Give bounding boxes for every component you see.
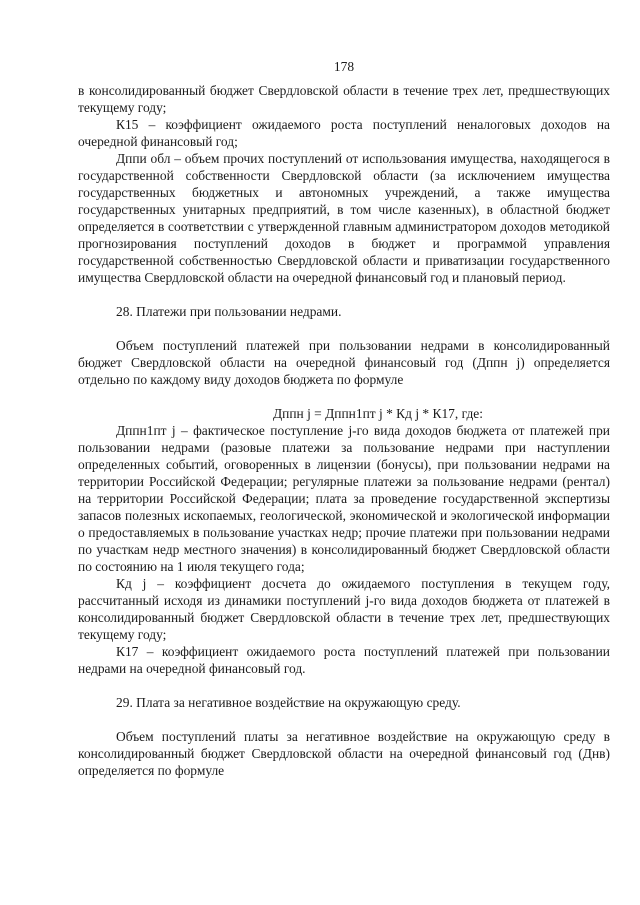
section-heading-29: 29. Плата за негативное воздействие на окружающую среду. — [116, 695, 461, 710]
paragraph-k15-definition: К15 – коэффициент ожидаемого роста поступлений неналоговых доходов на очередной финансовый год; — [78, 117, 610, 149]
paragraph-subsoil-volume: Объем поступлений платежей при пользовании недрами в консолидированный бюджет Свердловской области на очередной финансовый год (Дппн j) определяется отдельно по каждому виду доходов бюджета по формуле — [78, 338, 610, 387]
spacer — [78, 711, 610, 728]
page-number: 178 — [333, 59, 355, 74]
spacer — [78, 320, 610, 337]
spacer — [78, 388, 610, 405]
spacer — [78, 677, 610, 694]
paragraph-dppn1pt-definition: Дппн1пт j – фактическое поступление j-го вида доходов бюджета от платежей при пользовании недрами (разовые платежи за пользование недрами при наступлении определенных событий, оговоренных в лицензии (бонусы), при пользовании недрами на территории Российской Федерации; регулярные платежи за пользование недрами (рентал) на территории Российской Федерации; плата за проведение государственной экспертизы запасов полезных ископаемых, геологической, экономической и экологической информации о предоставляемых в пользование участках недр; прочие платежи при пользовании недрами по участкам недр местного значения) в консолидированный бюджет Свердловской области по состоянию на 1 июля текущего года; — [78, 423, 610, 574]
paragraph-dppi-definition: Дппи обл – объем прочих поступлений от использования имущества, находящегося в государственной собственности Свердловской области (за исключением имущества государственных бюджетных и автономных учреждений, а также имущества государственных унитарных предприятий, в том числе казенных), в областной бюджет определяется в соответствии с утвержденной главным администратором доходов методикой прогнозирования поступлений доходов в бюджет и программой управления государственной собственностью Свердловской области и приватизации государственного имущества Свердловской области на очередной финансовый год и плановый период. — [78, 151, 610, 285]
paragraph-k17-definition: К17 – коэффициент ожидаемого роста поступлений платежей при пользовании недрами на очередной финансовый год. — [78, 644, 610, 676]
paragraph-kd-definition: Кд j – коэффициент досчета до ожидаемого поступления в текущем году, рассчитанный исходя из динамики поступлений j-го вида доходов бюджета от платежей в консолидированный бюджет Свердловской области в течение трех лет, предшествующих текущему году; — [78, 576, 610, 642]
paragraph-environment-volume: Объем поступлений платы за негативное воздействие на окружающую среду в консолидированный бюджет Свердловской области на очередной финансовый год (Днв) определяется по формуле — [78, 729, 610, 778]
section-heading-28: 28. Платежи при пользовании недрами. — [116, 304, 342, 319]
spacer — [78, 286, 610, 303]
formula-dppn: Дппн j = Дппн1пт j * Кд j * К17, где: — [272, 406, 483, 421]
paragraph-continuation: в консолидированный бюджет Свердловской области в течение трех лет, предшествующих текущему году; — [78, 83, 610, 115]
